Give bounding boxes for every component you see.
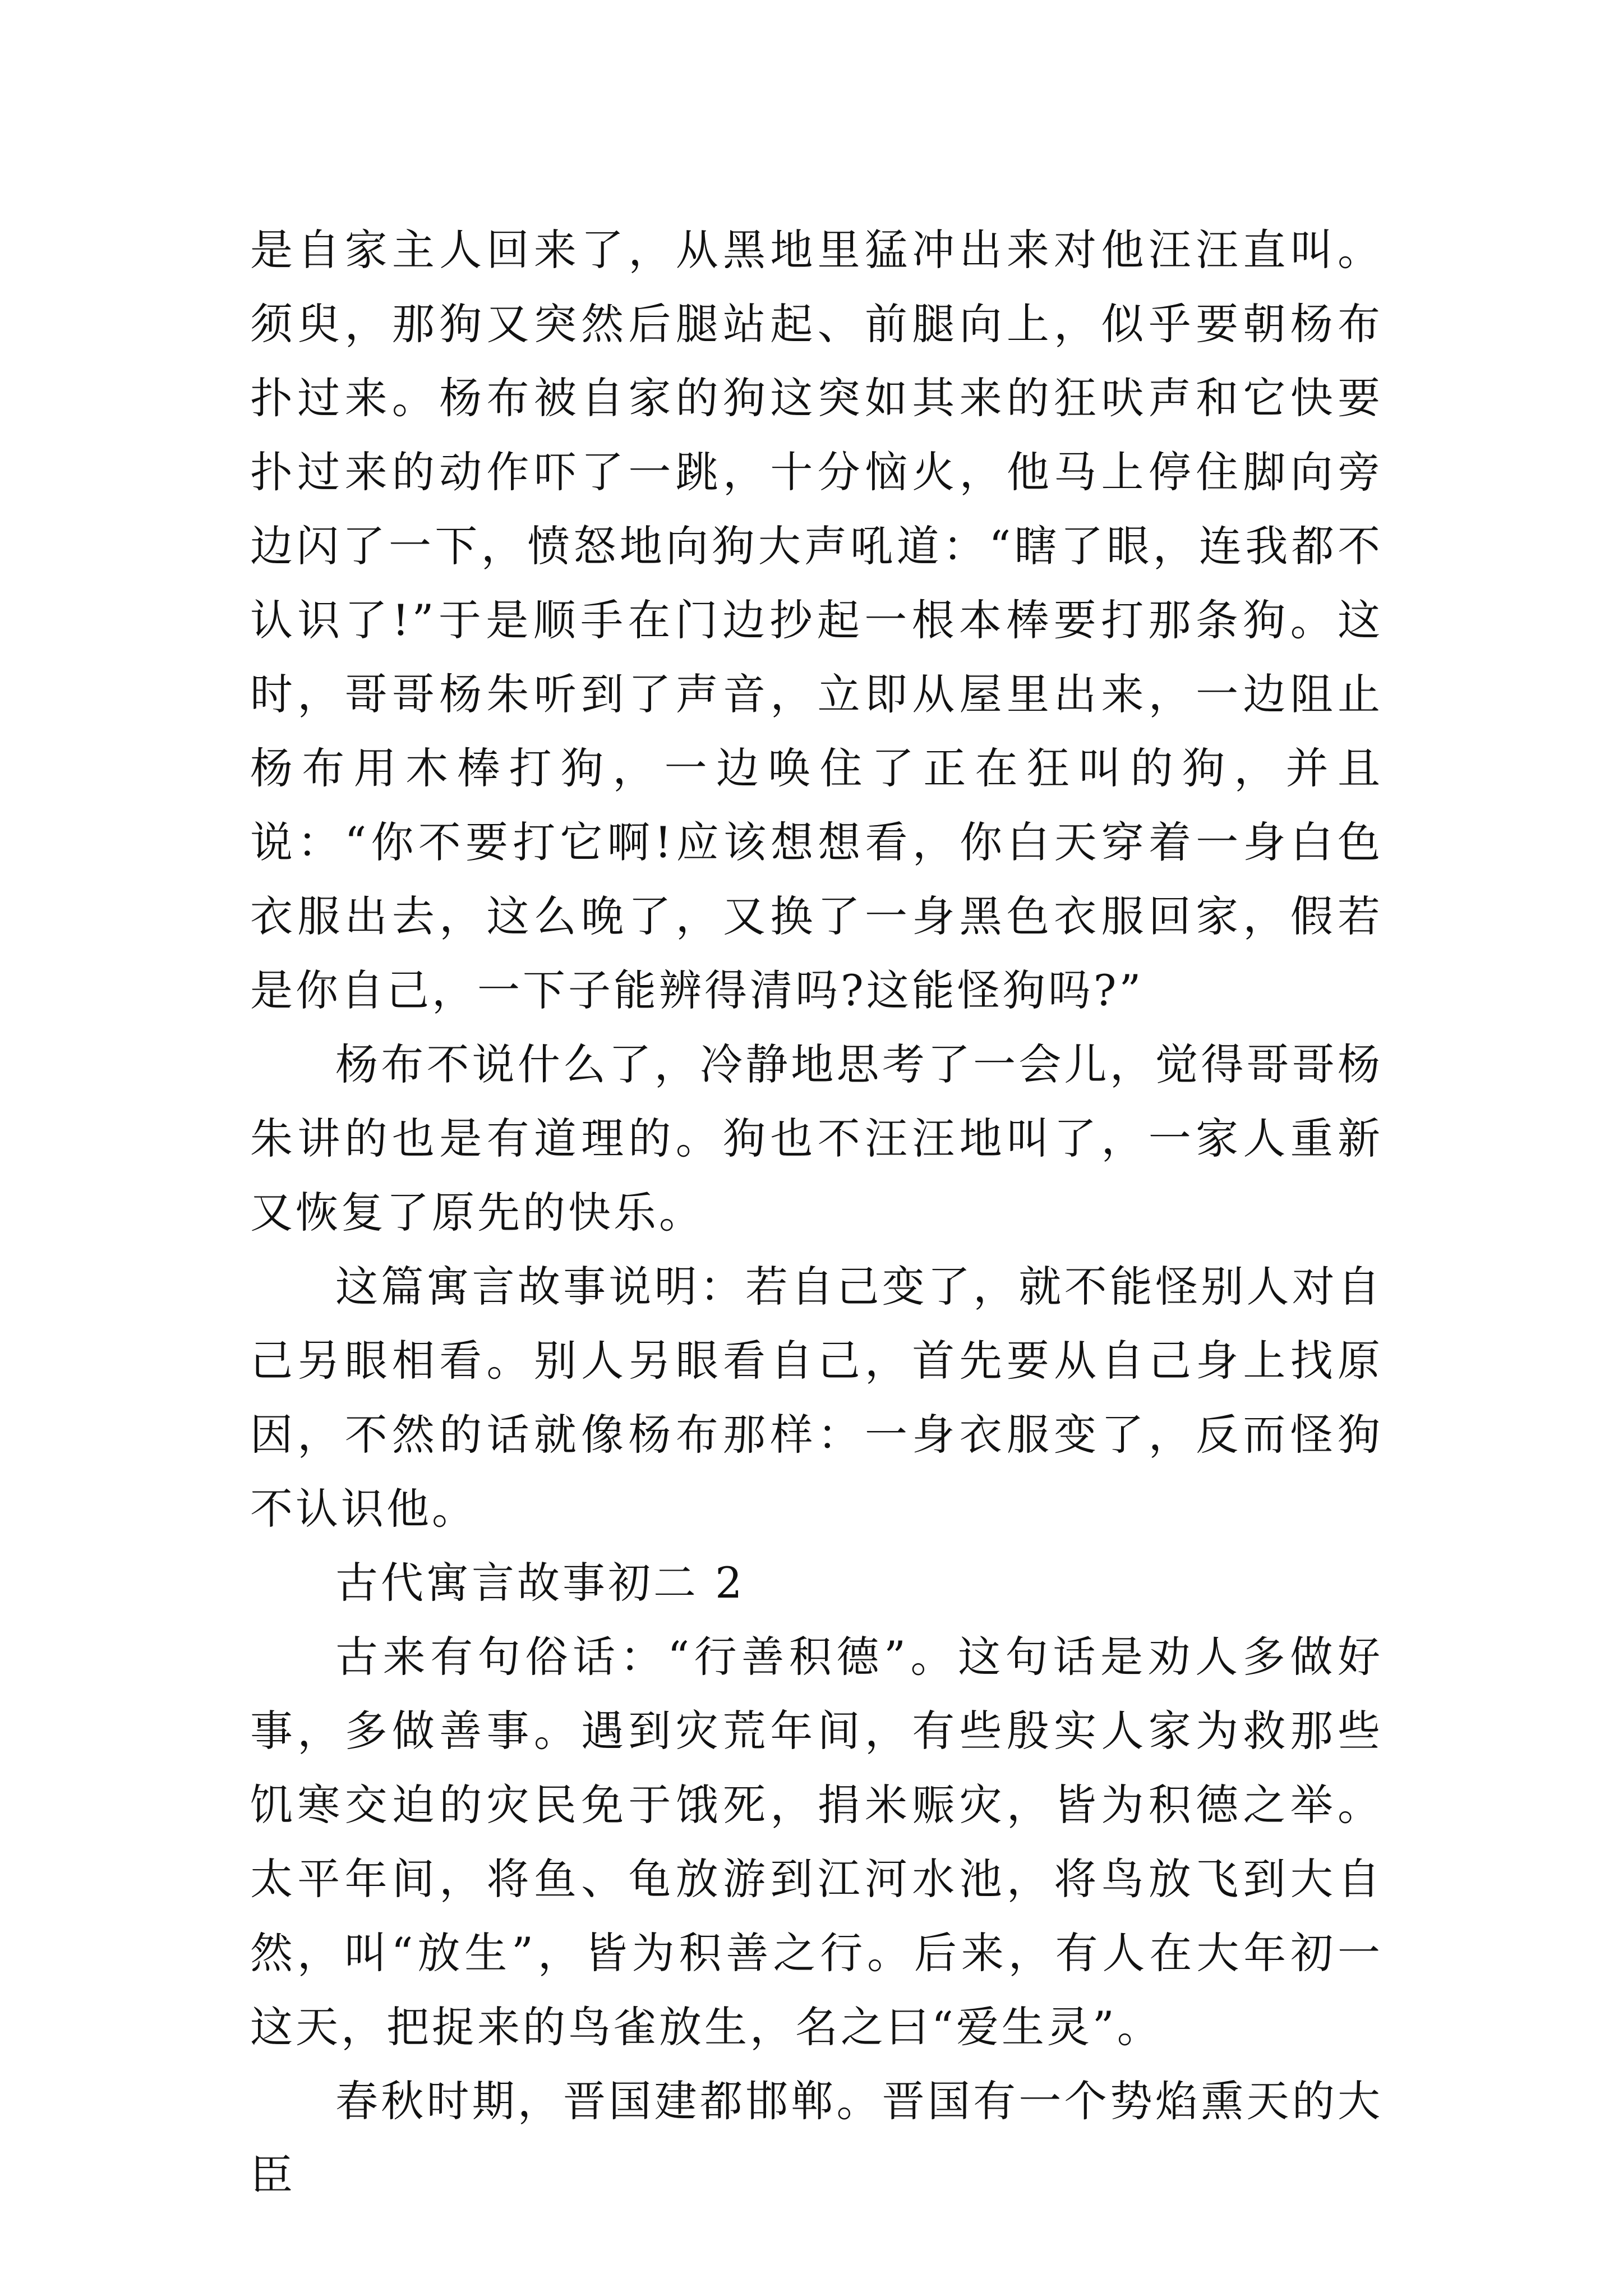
section-heading: 古代寓言故事初二 2	[335, 1558, 745, 1608]
document-page	[250, 213, 1383, 2212]
paragraph-moral: 这篇寓言故事说明：若自己变了，就不能怪别人对自己另眼相看。别人另眼看自己，首先要从自己身上找原因，不然的话就像杨布那样：一身衣服变了，反而怪狗不认识他。	[250, 1262, 1383, 1534]
paragraph-proverb: 古来有句俗话：“行善积德”。这句话是劝人多做好事，多做善事。遇到灾荒年间，有些殷实人家为救那些饥寒交迫的灾民免于饿死，捐米赈灾，皆为积德之举。太平年间，将鱼、龟放游到江河水池，将鸟放飞到大自然，叫“放生”，皆为积善之行。后来，有人在大年初一这天，把捉来的鸟雀放生，名之曰“爱生灵”。	[250, 1632, 1383, 2052]
paragraph-story-continuation: 是自家主人回来了，从黑地里猛冲出来对他汪汪直叫。须臾，那狗又突然后腿站起、前腿向上，似乎要朝杨布扑过来。杨布被自家的狗这突如其来的狂吠声和它快要扑过来的动作吓了一跳，十分恼火，他马上停住脚向旁边闪了一下，愤怒地向狗大声吼道：“瞎了眼，连我都不认识了!”于是顺手在门边抄起一根本棒要打那条狗。这时，哥哥杨朱听到了声音，立即从屋里出来，一边阻止杨布用木棒打狗，一边唤住了正在狂叫的狗，并且说：“你不要打它啊!应该想想看，你白天穿着一身白色衣服出去，这么晚了，又换了一身黑色衣服回家，假若是你自己，一下子能辨得清吗?这能怪狗吗?”	[250, 225, 1383, 1015]
paragraph-spring-autumn: 春秋时期，晋国建都邯郸。晋国有一个势焰熏天的大臣	[250, 2076, 1383, 2200]
paragraph-yangbu-reflects: 杨布不说什么了，冷静地思考了一会儿，觉得哥哥杨朱讲的也是有道理的。狗也不汪汪地叫了，一家人重新又恢复了原先的快乐。	[250, 1039, 1383, 1237]
